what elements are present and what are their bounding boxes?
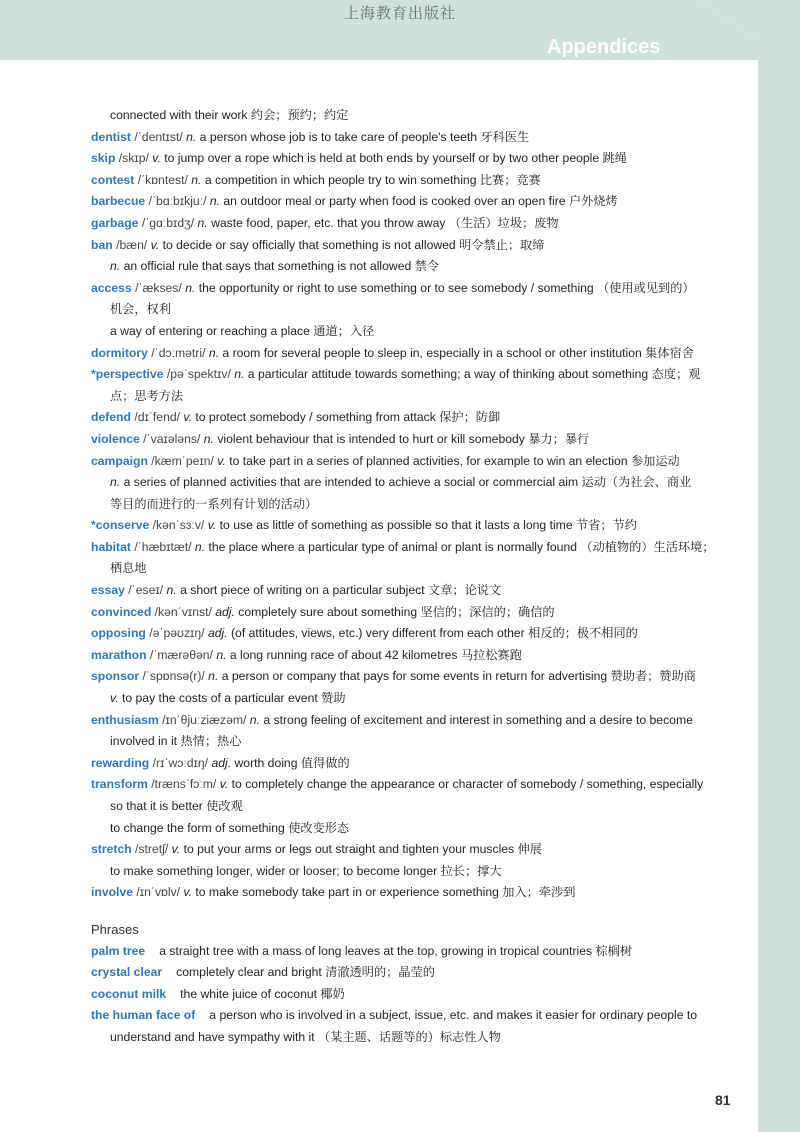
chinese-translation: 比赛；竞赛: [479, 172, 541, 187]
entry-line: [91, 213, 731, 235]
chinese-translation: 使改观: [206, 799, 243, 813]
english-definition: connected with their work: [110, 108, 248, 122]
part-of-speech: v.: [207, 518, 217, 533]
phrase-term: crystal clear: [91, 965, 163, 980]
entry-line: [91, 537, 731, 559]
entry-line: [91, 1027, 731, 1049]
entry-line: [91, 602, 731, 624]
chinese-translation: 保护；防御: [439, 410, 501, 425]
pronunciation: /ˈkɒntest/: [137, 172, 188, 187]
entry-line: [91, 299, 731, 321]
pronunciation: /kənˈvɪnst/: [154, 604, 212, 619]
entry-line: [91, 645, 731, 667]
english-definition: a room for several people to sleep in, especially in a school or other institution: [222, 345, 642, 360]
vocabulary-entry: [91, 839, 731, 882]
part-of-speech: v.: [110, 691, 119, 706]
chinese-translation: 棕榈树: [595, 943, 633, 958]
chinese-translation: 加入；牵涉到: [502, 885, 576, 900]
chinese-translation: 通道；入径: [313, 323, 375, 338]
headword: habitat: [91, 539, 131, 554]
phrase-entry: [91, 1005, 731, 1048]
english-definition: to completely change the appearance or character of somebody / something, especially: [231, 777, 704, 792]
entry-line: [91, 494, 731, 516]
pronunciation: /ˈhæbɪtæt/: [134, 539, 192, 554]
english-definition: to change the form of something: [110, 820, 285, 835]
pronunciation: /ɪnˈvɒlv/: [136, 885, 181, 900]
headword: campaign: [91, 453, 148, 468]
vocabulary-entry: [91, 774, 731, 839]
chinese-translation: 热情；热心: [180, 734, 242, 749]
pronunciation: /trænsˈfɔːm/: [151, 777, 217, 792]
entry-line: [91, 148, 731, 170]
vocabulary-entry: [91, 537, 731, 580]
entry-line: [91, 343, 731, 365]
pronunciation: /stretʃ/: [135, 842, 169, 857]
part-of-speech: n.: [234, 367, 245, 382]
part-of-speech: v.: [183, 410, 192, 425]
part-of-speech: n.: [208, 345, 220, 360]
chinese-translation: （某主题、话题等的）标志性人物: [318, 1029, 501, 1044]
vocabulary-entry: [91, 407, 731, 429]
vocabulary-entry: [91, 213, 731, 235]
phrases-list: [91, 941, 731, 1049]
entry-line: [91, 1005, 731, 1027]
headword: dentist: [91, 129, 131, 144]
phrase-entry: [91, 984, 731, 1006]
pronunciation: /ˈeseɪ/: [128, 583, 164, 598]
english-definition: a particular attitude towards something; a way of thinking about something: [247, 367, 649, 382]
publisher-name: 上海教育出版社: [343, 5, 456, 22]
vocabulary-entry: [91, 602, 731, 624]
headword: skip: [91, 151, 116, 166]
part-of-speech: n.: [186, 129, 197, 144]
vocabulary-entry: [91, 148, 731, 170]
english-definition: to protect somebody / something from attack: [195, 410, 436, 425]
part-of-speech: n.: [197, 215, 208, 230]
headword: stretch: [91, 842, 132, 857]
chinese-translation: 文章；论说文: [428, 583, 502, 598]
vocabulary-entry: [91, 882, 731, 904]
part-of-speech: adj.: [207, 626, 228, 641]
chinese-translation: 机会，权利: [110, 302, 171, 317]
part-of-speech: n.: [191, 172, 202, 187]
english-definition: to use as little of something as possible so that it lasts a long time: [219, 518, 573, 533]
vocabulary-list: [91, 105, 731, 904]
headword: *conserve: [91, 518, 150, 533]
chinese-translation: 伸展: [517, 842, 542, 857]
chinese-translation: 赞助者；赞助商: [610, 669, 696, 684]
english-definition: a straight tree with a mass of long leaves at the top, growing in tropical countries: [159, 943, 593, 958]
entry-line: [91, 666, 731, 688]
chinese-translation: 栖息地: [110, 561, 147, 576]
part-of-speech: adj.: [211, 755, 232, 770]
vocabulary-entry: [91, 364, 731, 407]
entry-line: [91, 515, 731, 537]
chinese-translation: （动植物的）生活环境；: [580, 539, 715, 554]
headword: sponsor: [91, 669, 140, 684]
english-definition: a person whose job is to take care of people's teeth: [199, 129, 478, 144]
entry-line: [91, 364, 731, 386]
part-of-speech: v.: [150, 237, 160, 252]
headword: garbage: [91, 215, 139, 230]
entry-line: [91, 753, 731, 775]
vocabulary-entry: [91, 580, 731, 602]
english-definition: understand and have sympathy with it: [110, 1029, 315, 1044]
english-definition: to make something longer, wider or looser; to become longer: [110, 863, 438, 878]
page-number: 81: [715, 1092, 731, 1108]
part-of-speech: n.: [110, 259, 121, 274]
section-title: Appendices: [547, 36, 661, 58]
pronunciation: /ˈspɒnsə(r)/: [142, 669, 205, 684]
phrase-term: the human face of: [91, 1008, 196, 1023]
headword: *perspective: [91, 367, 164, 382]
part-of-speech: v.: [171, 842, 181, 857]
entry-line: [91, 882, 731, 904]
english-definition: (of attitudes, views, etc.) very different from each other: [230, 626, 525, 641]
vocabulary-entry: [91, 191, 731, 213]
english-definition: the white juice of coconut: [180, 986, 318, 1001]
part-of-speech: n.: [209, 194, 221, 209]
headword: dormitory: [91, 345, 148, 360]
chinese-translation: 值得做的: [300, 755, 350, 770]
english-definition: a way of entering or reaching a place: [110, 323, 310, 338]
chinese-translation: 约会；预约；约定: [250, 108, 349, 122]
english-definition: involved in it: [110, 734, 178, 749]
english-definition: to put your arms or legs out straight and tighten your muscles: [183, 842, 515, 857]
pronunciation: /skɪp/: [118, 151, 149, 166]
part-of-speech: adj.: [215, 604, 235, 619]
english-definition: to pay the costs of a particular event: [121, 691, 318, 706]
glossary-content: [91, 105, 731, 1049]
headword: enthusiasm: [91, 712, 159, 727]
headword: access: [91, 280, 132, 295]
headword: rewarding: [91, 755, 150, 770]
chinese-translation: 态度；观: [651, 367, 701, 382]
english-definition: worth doing: [234, 755, 298, 770]
vocabulary-entry: [91, 666, 731, 709]
entry-line: [91, 321, 731, 343]
english-definition: to take part in a series of planned activities, for example to win an election: [229, 453, 628, 468]
phrases-heading: Phrases: [91, 921, 139, 937]
headword: ban: [91, 237, 113, 252]
phrase-term: coconut milk: [91, 986, 167, 1001]
entry-line: [91, 235, 731, 257]
entry-line: [91, 861, 731, 883]
chinese-translation: 节省；节约: [576, 518, 637, 533]
pronunciation: /əˈpəʊzɪŋ/: [149, 626, 205, 641]
vocabulary-entry: [91, 235, 731, 278]
chinese-translation: （使用或见到的）: [597, 280, 695, 295]
english-definition: to decide or say officially that something is not allowed: [162, 237, 456, 252]
vocabulary-entry: [91, 710, 731, 753]
english-definition: a series of planned activities that are intended to achieve a social or commercial aim: [123, 475, 579, 490]
pronunciation: /dɪˈfend/: [134, 410, 181, 425]
chinese-translation: 跳绳: [602, 151, 627, 166]
english-definition: to jump over a rope which is held at both ends by yourself or by two other people: [164, 151, 600, 166]
chinese-translation: 椰奶: [320, 986, 345, 1001]
vocabulary-entry: [91, 753, 731, 775]
headword: violence: [91, 431, 140, 446]
entry-line: [91, 472, 731, 494]
phrase-entry: [91, 941, 731, 963]
part-of-speech: v.: [183, 885, 192, 900]
part-of-speech: v.: [217, 453, 226, 468]
entry-line: [91, 256, 731, 278]
vocabulary-entry: [91, 278, 731, 343]
entry-line: [91, 558, 731, 580]
english-definition: to make somebody take part in or experience something: [195, 885, 499, 900]
part-of-speech: n.: [208, 669, 219, 684]
chinese-translation: 暴力；暴行: [528, 431, 590, 446]
chinese-translation: 等目的而进行的一系列有计划的活动）: [110, 496, 318, 511]
pronunciation: /rɪˈwɔːdɪŋ/: [152, 755, 209, 770]
vocabulary-entry: [91, 105, 731, 127]
vocabulary-entry: [91, 645, 731, 667]
english-definition: a competition in which people try to win something: [204, 172, 477, 187]
chinese-translation: 牙科医生: [480, 129, 530, 144]
part-of-speech: n.: [185, 280, 196, 295]
vocabulary-entry: [91, 343, 731, 365]
part-of-speech: v.: [152, 151, 161, 166]
english-definition: the opportunity or right to use something or to see somebody / something: [198, 280, 594, 295]
entry-line: [91, 580, 731, 602]
entry-line: [91, 962, 731, 984]
chinese-translation: 拉长；撑大: [440, 863, 502, 878]
phrase-term: palm tree: [91, 943, 146, 958]
entry-line: [91, 451, 731, 473]
english-definition: so that it is better: [110, 799, 203, 813]
chinese-translation: 坚信的；深信的；确信的: [420, 604, 555, 619]
chinese-translation: 点；思考方法: [110, 388, 184, 403]
chinese-translation: 明令禁止；取缔: [459, 237, 545, 252]
english-definition: an outdoor meal or party when food is cooked over an open fire: [223, 194, 566, 209]
english-definition: an official rule that says that something is not allowed: [123, 259, 412, 274]
entry-line: [91, 191, 731, 213]
pronunciation: /ˈbɑːbɪkjuː/: [148, 194, 207, 209]
headword: essay: [91, 583, 125, 598]
part-of-speech: n.: [194, 539, 206, 554]
headword: convinced: [91, 604, 152, 619]
vocabulary-entry: [91, 515, 731, 537]
vocabulary-entry: [91, 623, 731, 645]
pronunciation: /ˈdɔːmətri/: [151, 345, 206, 360]
entry-line: [91, 818, 731, 840]
chinese-translation: 运动（为社会、商业: [581, 475, 692, 490]
pronunciation: /pəˈspektɪv/: [166, 367, 231, 382]
entry-line: [91, 170, 731, 192]
phrase-entry: [91, 962, 731, 984]
entry-line: [91, 407, 731, 429]
english-definition: waste food, paper, etc. that you throw away: [211, 215, 446, 230]
english-definition: a short piece of writing on a particular subject: [180, 583, 425, 598]
entry-line: [91, 839, 731, 861]
entry-line: [91, 710, 731, 732]
pronunciation: /kæmˈpeɪn/: [151, 453, 214, 468]
english-definition: a long running race of about 42 kilometres: [229, 647, 458, 662]
pronunciation: /bæn/: [116, 237, 148, 252]
headword: barbecue: [91, 194, 146, 209]
pronunciation: /ˈækses/: [135, 280, 182, 295]
headword: marathon: [91, 647, 147, 662]
english-definition: completely clear and bright: [176, 965, 322, 980]
entry-line: [91, 386, 731, 408]
entry-line: [91, 796, 731, 818]
english-definition: completely sure about something: [238, 604, 418, 619]
headword: opposing: [91, 626, 146, 641]
entry-line: [91, 731, 731, 753]
english-definition: violent behaviour that is intended to hurt or kill somebody: [217, 431, 525, 446]
pronunciation: /ˈmærəθən/: [149, 647, 213, 662]
entry-line: [91, 429, 731, 451]
headword: contest: [91, 172, 135, 187]
chinese-translation: 马拉松赛跑: [460, 647, 522, 662]
english-definition: a person who is involved in a subject, issue, etc. and makes it easier for ordinary people to: [209, 1008, 698, 1023]
vocabulary-entry: [91, 451, 731, 516]
pronunciation: /ˈɡɑːbɪdʒ/: [141, 215, 195, 230]
pronunciation: /ɪnˈθjuːziæzəm/: [162, 712, 247, 727]
chinese-translation: 清澈透明的；晶莹的: [325, 965, 435, 980]
chinese-translation: 使改变形态: [288, 820, 350, 835]
pronunciation: /kənˈsɜːv/: [152, 518, 205, 533]
part-of-speech: n.: [216, 647, 227, 662]
vocabulary-entry: [91, 170, 731, 192]
chinese-translation: 户外烧烤: [568, 194, 618, 209]
entry-line: [91, 127, 731, 149]
entry-line: [91, 984, 731, 1006]
entry-line: [91, 105, 731, 127]
part-of-speech: v.: [219, 777, 229, 792]
chinese-translation: 参加运动: [630, 453, 680, 468]
headword: defend: [91, 410, 131, 425]
pronunciation: /ˈdentɪst/: [134, 129, 183, 144]
vocabulary-entry: [91, 127, 731, 149]
part-of-speech: n.: [203, 431, 214, 446]
entry-line: [91, 623, 731, 645]
chinese-translation: 集体宿舍: [645, 345, 694, 360]
chinese-translation: 禁令: [414, 259, 440, 274]
headword: involve: [91, 885, 133, 900]
entry-line: [91, 278, 731, 300]
entry-line: [91, 774, 731, 796]
part-of-speech: n.: [110, 475, 121, 490]
headword: transform: [91, 777, 148, 792]
part-of-speech: n.: [166, 583, 177, 598]
pronunciation: /ˈvaɪələns/: [143, 431, 201, 446]
english-definition: a person or company that pays for some events in return for advertising: [221, 669, 608, 684]
entry-line: [91, 941, 731, 963]
english-definition: a strong feeling of excitement and interest in something and a desire to become: [263, 712, 693, 727]
chinese-translation: 赞助: [321, 691, 346, 706]
vocabulary-entry: [91, 429, 731, 451]
entry-line: [91, 688, 731, 710]
chinese-translation: 相反的；极不相同的: [528, 626, 638, 641]
part-of-speech: n.: [249, 712, 260, 727]
chinese-translation: （生活）垃圾；废物: [448, 215, 559, 230]
english-definition: the place where a particular type of animal or plant is normally found: [208, 539, 577, 554]
